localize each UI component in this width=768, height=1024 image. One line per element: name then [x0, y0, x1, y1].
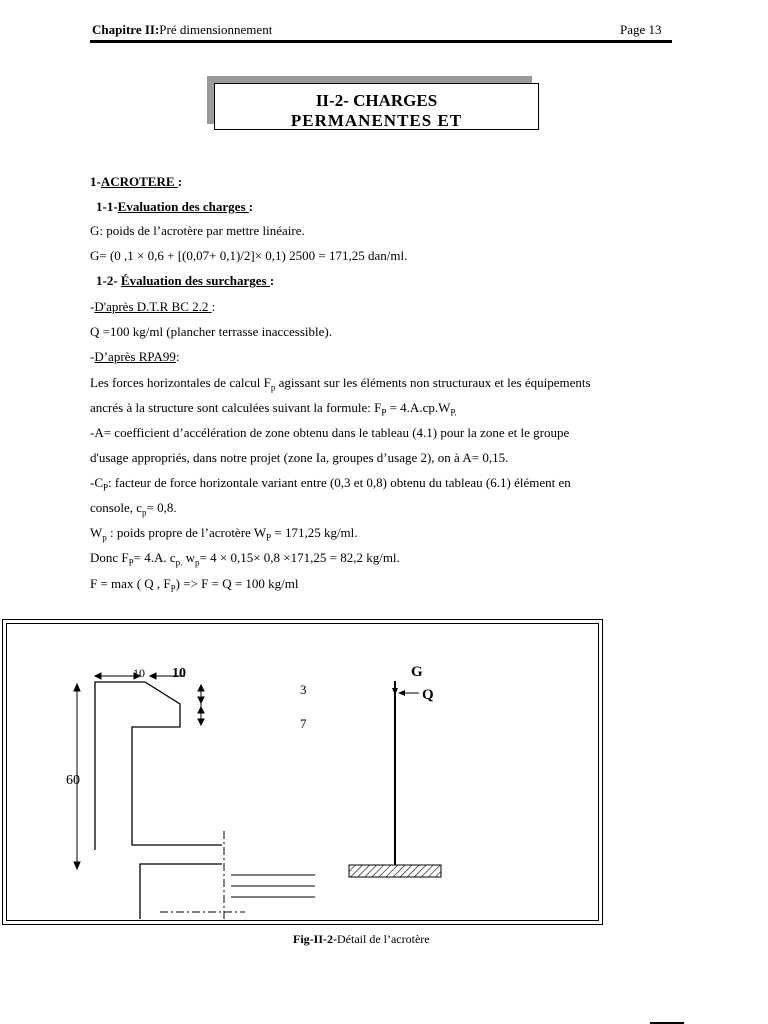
cp-line1-a: -C	[90, 475, 103, 490]
forces-line2-a: ancrés à la structure sont calculées suivant la formule: F	[90, 400, 382, 415]
page-number: Page 13	[620, 22, 662, 37]
dim-top-small-label: 10	[133, 666, 145, 680]
dim-top-bold-label: 10	[172, 666, 186, 681]
forces-line1-b: agissant sur les éléments non structuraux et les équipements	[275, 375, 591, 390]
dtr-dash: -	[90, 299, 95, 314]
cantilever-model	[349, 681, 441, 877]
forces-line2-sub: P	[381, 407, 387, 418]
rpa-dash: -	[90, 349, 95, 364]
g-definition: G: poids de l’acrotère par mettre linéaire.	[90, 223, 305, 238]
heading-eval-charges-text: Evaluation des charges	[117, 199, 249, 214]
donc-d: = 4 × 0,15× 0,8 ×171,25 = 82,2 kg/ml.	[199, 550, 400, 565]
forces-line-1	[90, 374, 591, 397]
donc-b: = 4.A. c	[133, 550, 176, 565]
acrotere-diagram	[0, 619, 610, 929]
heading-eval-charges-prefix: 1-1-	[96, 199, 118, 214]
wp-sub: p	[102, 532, 107, 543]
wp-a: W	[90, 525, 103, 540]
heading-eval-charges-colon: :	[248, 199, 254, 214]
wp-line	[90, 524, 358, 547]
rpa-colon: :	[175, 349, 180, 364]
forces-line2-b: = 4.A.cp.W	[386, 400, 451, 415]
a-coefficient-line-2: d'usage appropriés, dans notre projet (zone Ia, groupes d’usage 2), on à A= 0,15.	[90, 450, 509, 465]
acrotere-profile	[95, 682, 222, 919]
fmax-a: F = max ( Q , F	[90, 576, 171, 591]
cp-line2-b: = 0,8.	[146, 500, 177, 515]
slab-lines	[231, 875, 315, 897]
forces-line1-sub: p	[270, 382, 276, 393]
section-title-box	[214, 83, 539, 130]
a-coefficient-line-1: -A= coefficient d’accélération de zone obtenu dans le tableau (4.1) pour la zone et le groupe	[90, 425, 570, 440]
footer-rule	[650, 1022, 684, 1024]
figure-caption-text: Détail de l’acrotère	[337, 932, 430, 946]
forces-line2-sub2: P.	[450, 407, 457, 418]
load-g-label: G	[411, 664, 423, 680]
chapter-label: Chapitre II:	[92, 22, 160, 37]
cp-line-1	[90, 474, 571, 497]
fmax-sub: P	[170, 583, 176, 594]
q-value: Q =100 kg/ml (plancher terrasse inaccessible).	[90, 324, 332, 339]
heading-eval-surcharges-text: Évaluation des surcharges	[120, 273, 270, 288]
dim-3-label: 3	[300, 682, 307, 697]
dtr-reference	[90, 298, 215, 316]
header-rule	[90, 40, 672, 43]
rpa-reference	[90, 348, 179, 366]
cp-line1-b: : facteur de force horizontale variant entre (0,3 et 0,8) obtenu du tableau (6.1) élément en	[108, 475, 571, 490]
heading-acrotere-prefix: 1-	[90, 174, 101, 189]
donc-sub: P	[128, 557, 134, 568]
heading-eval-surcharges	[96, 272, 274, 290]
heading-eval-surcharges-prefix: 1-2-	[96, 273, 121, 288]
heading-acrotere	[90, 173, 182, 191]
figure-caption-label: Fig-II-2-	[293, 932, 337, 946]
g-formula: G= (0 ,1 × 0,6 + [(0,07+ 0,1)/2]× 0,1) 2500 = 171,25 dan/ml.	[90, 248, 408, 263]
forces-line1-a: Les forces horizontales de calcul F	[90, 375, 271, 390]
load-q-label: Q	[422, 687, 434, 703]
cp-line-2	[90, 499, 177, 522]
chapter-title: Pré dimensionnement	[159, 22, 273, 37]
heading-acrotere-text: ACROTERE	[100, 174, 178, 189]
wp-b: : poids propre de l’acrotère W	[106, 525, 267, 540]
section-title-line2: PERMANENTES ET	[290, 111, 463, 130]
fmax-b: ) => F = Q = 100 kg/ml	[175, 576, 299, 591]
dtr-colon: :	[211, 299, 216, 314]
dim-60-label: 60	[66, 773, 80, 788]
dimension-right-small	[198, 685, 204, 725]
cp-line1-sub: P	[103, 482, 109, 493]
cp-line2-a: console, c	[90, 500, 142, 515]
heading-eval-surcharges-colon: :	[269, 273, 275, 288]
cp-line2-sub: p	[141, 507, 147, 518]
figure-caption	[293, 932, 430, 947]
heading-acrotere-colon: :	[177, 174, 183, 189]
donc-line	[90, 549, 400, 572]
dim-7-label: 7	[300, 716, 307, 731]
donc-a: Donc F	[90, 550, 129, 565]
heading-eval-charges	[96, 198, 253, 216]
section-title-line1: II-2- CHARGES	[315, 91, 438, 110]
wp-c: = 171,25 kg/ml.	[271, 525, 358, 540]
rpa-ref: D’après RPA99	[94, 349, 176, 364]
dtr-ref: D'après D.T.R BC 2.2	[94, 299, 212, 314]
wp-sub2: P	[266, 532, 272, 543]
header-chapter	[92, 22, 272, 38]
forces-line-2	[90, 399, 457, 422]
donc-sub2: p.	[175, 557, 183, 568]
fmax-line	[90, 575, 299, 598]
donc-sub3: p	[195, 557, 200, 568]
donc-c: w	[182, 550, 196, 565]
